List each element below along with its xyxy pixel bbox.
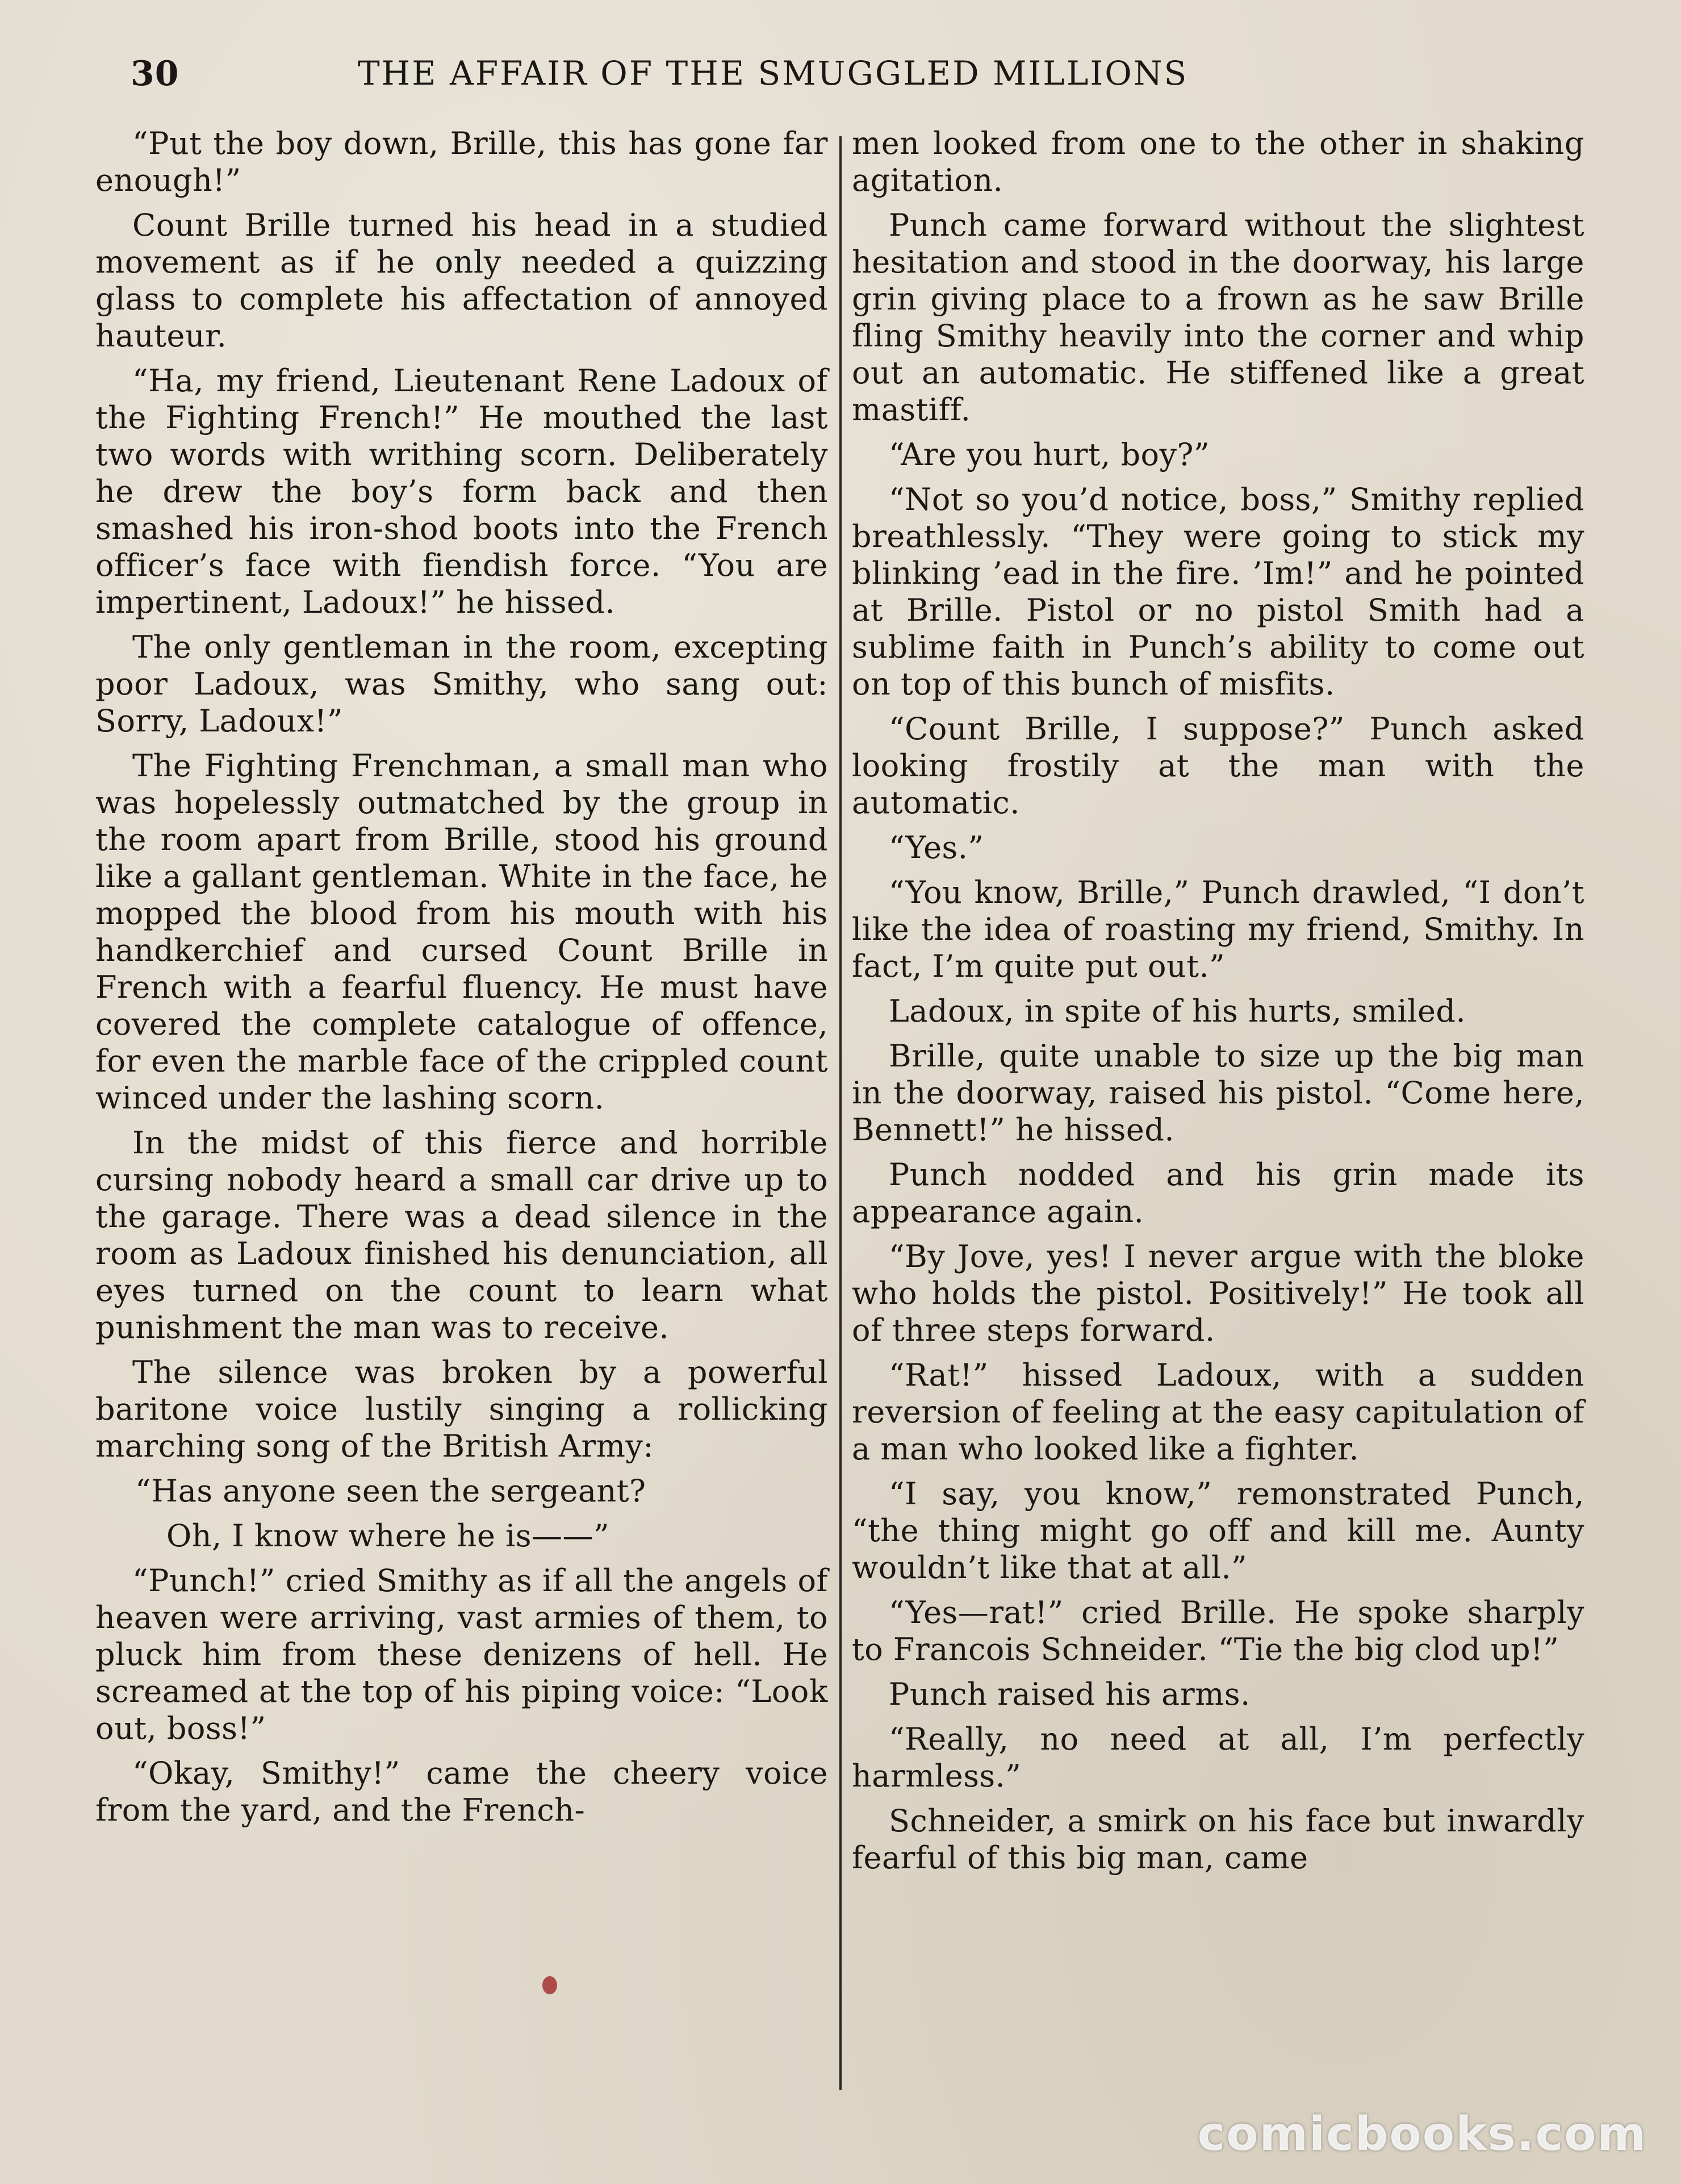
paragraph: “I say, you know,” remonstrated Punch, “the thing might go off and kill me. Aunty wouldn’t like that at all.”: [852, 1476, 1584, 1585]
paragraph: The only gentleman in the room, excepting poor Ladoux, was Smithy, who sang out: Sorry, Ladoux!”: [95, 629, 828, 739]
paragraph: In the midst of this fierce and horrible cursing nobody heard a small car drive up to the garage. There was a dead silence in the room as Ladoux finished his denunciation, all eyes turned on the count to learn what punishment the man was to receive.: [95, 1125, 828, 1345]
paragraph: “Punch!” cried Smithy as if all the angels of heaven were arriving, vast armies of them, to pluck him from these denizens of hell. He screamed at the top of his piping voice: “Look out, boss!”: [95, 1563, 828, 1746]
paragraph: Punch nodded and his grin made its appearance again.: [852, 1157, 1584, 1229]
paragraph: The Fighting Frenchman, a small man who was hopelessly outmatched by the group in the room apart from Brille, stood his ground like a gallant gentleman. White in the face, he mopped the blood from his mouth with his handkerchief and cursed Count Brille in French with a fearful fluency. He must have covered the complete catalogue of offence, for even the marble face of the crippled count winced under the lashing scorn.: [95, 748, 828, 1116]
paragraph: “Put the boy down, Brille, this has gone far enough!”: [95, 125, 828, 198]
right-column: [852, 125, 1584, 1884]
paragraph: “You know, Brille,” Punch drawled, “I don’t like the idea of roasting my friend, Smithy. In fact, I’m quite put out.”: [852, 875, 1584, 984]
paragraph: “Ha, my friend, Lieutenant Rene Ladoux of the Fighting French!” He mouthed the last two words with writhing scorn. Deliberately he drew the boy’s form back and then smashed his iron-shod boots into the French officer’s face with fiendish force. “You are impertinent, Ladoux!” he hissed.: [95, 363, 828, 620]
paragraph: “Are you hurt, boy?”: [889, 437, 1210, 472]
page-number: 30: [131, 54, 179, 94]
song-verse-line: Oh, I know where he is——”: [166, 1518, 610, 1554]
watermark: comicbooks.com: [1197, 2107, 1647, 2161]
running-title: THE AFFAIR OF THE SMUGGLED MILLIONS: [358, 54, 1189, 93]
paragraph: “Count Brille, I suppose?” Punch asked looking frostily at the man with the automatic.: [852, 711, 1584, 821]
paragraph: The silence was broken by a powerful baritone voice lustily singing a rollicking marching song of the British Army:: [95, 1354, 828, 1464]
paragraph: Brille, quite unable to size up the big man in the doorway, raised his pistol. “Come here, Bennett!” he hissed.: [852, 1038, 1584, 1148]
paragraph: Ladoux, in spite of his hurts, smiled.: [889, 993, 1466, 1029]
left-column: [95, 125, 828, 1836]
paragraph: “By Jove, yes! I never argue with the bloke who holds the pistol. Positively!” He took all of three steps forward.: [852, 1239, 1584, 1348]
paragraph: Schneider, a smirk on his face but inwardly fearful of this big man, came: [852, 1803, 1584, 1876]
ink-stain: [542, 1976, 557, 1994]
paragraph: “Yes—rat!” cried Brille. He spoke sharply to Francois Schneider. “Tie the big clod up!”: [852, 1595, 1584, 1667]
paragraph: Count Brille turned his head in a studied movement as if he only needed a quizzing glass to complete his affectation of annoyed hauteur.: [95, 207, 828, 354]
column-divider: [839, 136, 842, 2090]
page-header: [131, 54, 1607, 105]
paragraph: “Really, no need at all, I’m perfectly harmless.”: [852, 1721, 1584, 1794]
paragraph: “Not so you’d notice, boss,” Smithy replied breathlessly. “They were going to stick my blinking ’ead in the fire. ’Im!” and he pointed at Brille. Pistol or no pistol Smith had a sublime faith in Punch’s ability to come out on top of this bunch of misfits.: [852, 482, 1584, 702]
song-verse-line: “Has anyone seen the sergeant?: [135, 1473, 646, 1509]
paragraph: “Rat!” hissed Ladoux, with a sudden reversion of feeling at the easy capitulation of a man who looked like a fighter.: [852, 1357, 1584, 1467]
paragraph: “Yes.”: [889, 830, 984, 865]
paragraph: Punch came forward without the slightest hesitation and stood in the doorway, his large grin giving place to a frown as he saw Brille fling Smithy heavily into the corner and whip out an automatic. He stiffened like a great mastiff.: [852, 207, 1584, 428]
paragraph: Punch raised his arms.: [889, 1676, 1251, 1712]
paragraph-continuation: men looked from one to the other in shaking agitation.: [852, 125, 1584, 198]
paragraph: “Okay, Smithy!” came the cheery voice from the yard, and the French-: [95, 1755, 828, 1828]
